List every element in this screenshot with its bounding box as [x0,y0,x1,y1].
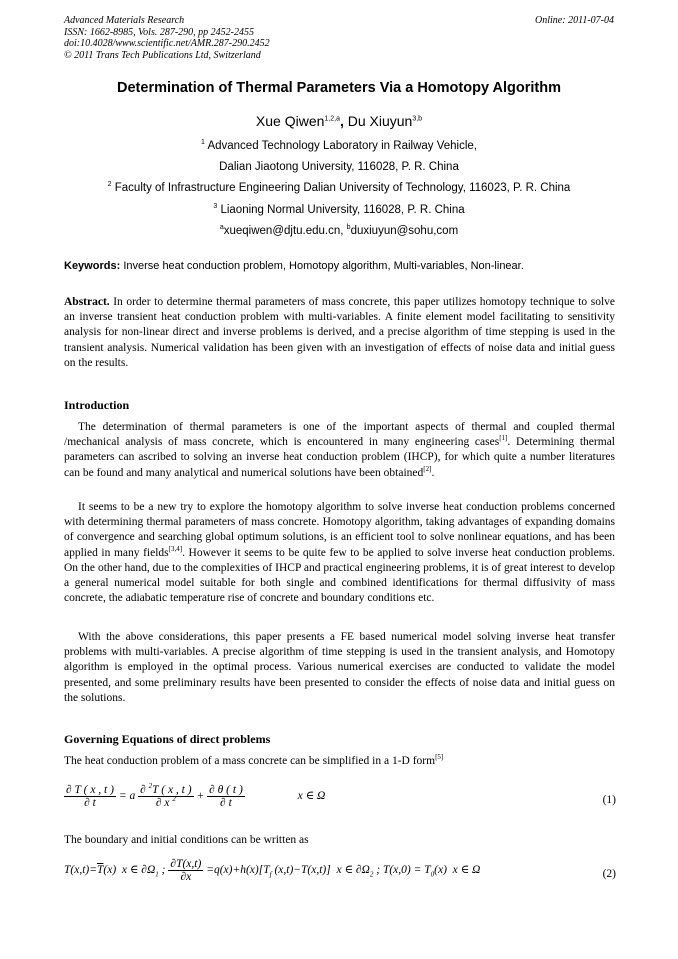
online-date: Online: 2011-07-04 [535,15,614,26]
author-sup: 3,b [412,115,423,123]
abstract [64,295,615,371]
aff-number: 1 [200,139,205,147]
abstract-text: In order to determine thermal parameters of mass concrete, this paper utilizes homotopy technique to solve an inverse transient heat conduction problem with multi-variables. A finite element model facilitating to sensitivity analysis for non-linear direct and inverse problems is derived, and a precise algorithm of time stepping is used in the transient analysis. Numerical validation has been given with an investigation of effects of noise data and initial guess on the results. [64,296,615,369]
author-separator: , [339,113,348,129]
aff-number: 3 [213,203,218,211]
aff-text: Liaoning Normal University, 116028, P. R. China [220,204,465,216]
issn-line: ISSN: 1662-8985, Vols. 287-290, pp 2452-2455 [64,26,254,38]
text: . [431,466,435,479]
copyright-line: © 2011 Trans Tech Publications Ltd, Switzerland [64,49,261,61]
abstract-label: Abstract. [64,296,110,308]
intro-paragraph-3: With the above considerations, this paper presents a FE based numerical model solving inverse heat transfer problems with multi-variables. A precise algorithm of time stepping is used in the transient analysis, and Homotopy algorithm is employed in the optimal process. Various numerical exercises are conducted to validate the model presented, and some preliminary results have been presented to consider the effects of noise data and initial guess on the solutions. [64,631,615,704]
equation-number: (2) [602,868,616,880]
affiliation-3 [0,204,678,216]
author-line [0,113,678,129]
intro-paragraph-2 [64,500,615,606]
email-line [0,225,678,237]
email: xueqiwen@djtu.edu.cn, [223,225,344,237]
affiliation-1b: Dalian Jiaotong University, 116028, P. R. China [219,161,459,173]
section-heading-governing: Governing Equations of direct problems [64,732,271,746]
aff-text: Advanced Technology Laboratory in Railway Vehicle, [207,140,478,152]
author-name: Du Xiuyun [347,113,413,129]
text: . However it seems to be quite few to be applied to solve inverse heat conduction problems. On the other hand, due to the complexities of IHCP and practical engineering problems, it is of great interest to develop a general numerical model suitable for both single and combined identifications for thermal diffusivity of mass concrete, the adiabatic temperature rise of concrete and boundary conditions etc. [64,546,615,605]
author-name: Xue Qiwen [255,113,325,129]
keywords-label: Keywords: [64,260,121,272]
eq1-rhs-fraction-1: $\frac{\partial ^2T ( x , t )}{\partial x ^2}$ [140,782,192,809]
paper-title: Determination of Thermal Parameters Via a Homotopy Algorithm [117,80,561,96]
text: The determination of thermal parameters is one of the important aspects of thermal and coupled thermal /mechanical analysis of mass concrete, which is encountered in many engineering cases [64,421,615,449]
doi-line: doi:10.4028/www.scientific.net/AMR.287-290.2452 [64,38,270,49]
aff-text: Faculty of Infrastructure Engineering Dalian University of Technology, 116023, P. R. China [114,182,571,194]
equation-1: $\frac{\partial T ( x , t )}{\partial t}$ = a $\frac{\partial ^2T ( x , t )}{\partial x ^2}$ + $\frac{\partial \theta ( t )}{\partial t}$ x ∈ Ω (1) [66,782,616,809]
section-heading-introduction: Introduction [64,398,130,412]
equation-2: $T(x,t)=\overline{T}(x)$ x ∈ $\partial\Omega_1$ ; $\frac{\partial T(x,t)}{\partial x}$ $=q(x)+h(x)[T_f$ (x,t)−T(x,t)] x ∈ $\partial\Omega_2$ ; $T(x,0) = T_0(x)$ x ∈ Ω (2) [64,858,616,883]
email-sup: a [219,224,224,232]
keywords-text: Inverse heat conduction problem, Homotopy algorithm, Multi-variables, Non-linear. [123,260,524,272]
text: It seems to be a new try to explore the homotopy algorithm to solve inverse heat conduction problems concerned with determining thermal parameters of mass concrete. Homotopy algorithm, taking advantages of expanding domains of convergence and searching global optimum solutions, is an efficient tool to solve nonlinear equations, and has been applied in many fields [64,501,615,559]
email: duxiuyun@sohu,com [350,225,459,237]
aff-number: 2 [107,181,112,189]
eq2-fraction: $\frac{\partial T(x,t)}{\partial x}$ [170,858,202,883]
governing-paragraph-2: The boundary and initial conditions can be written as [64,834,309,846]
governing-paragraph-1 [64,754,615,769]
email-sup: b [346,224,351,232]
citation: [3,4] [168,544,183,553]
text: . Determining thermal parameters can ascribed to solving an inverse heat conduction problem (IHCP), for which quite a number literatures can be found and many analytical and numerical solutions have been obtained [64,436,615,479]
affiliation-2 [0,182,678,194]
citation: [2] [423,464,432,473]
journal-header [64,15,270,61]
text: The heat conduction problem of a mass concrete can be simplified in a 1-D form [64,755,436,767]
affiliation-1a [0,140,678,152]
equation-number: (1) [602,794,616,806]
eq1-rhs-fraction-2: $\frac{\partial \theta ( t )}{\partial t}$ [209,784,243,809]
eq1-lhs-fraction: $\frac{\partial T ( x , t )}{\partial t}$ [66,784,114,809]
citation: [1] [499,434,508,443]
citation: [5] [435,753,444,762]
journal-name: Advanced Materials Research [64,15,185,26]
intro-paragraph-1 [64,420,615,481]
author-sup: 1,2,a [324,115,340,123]
keywords [64,260,616,272]
